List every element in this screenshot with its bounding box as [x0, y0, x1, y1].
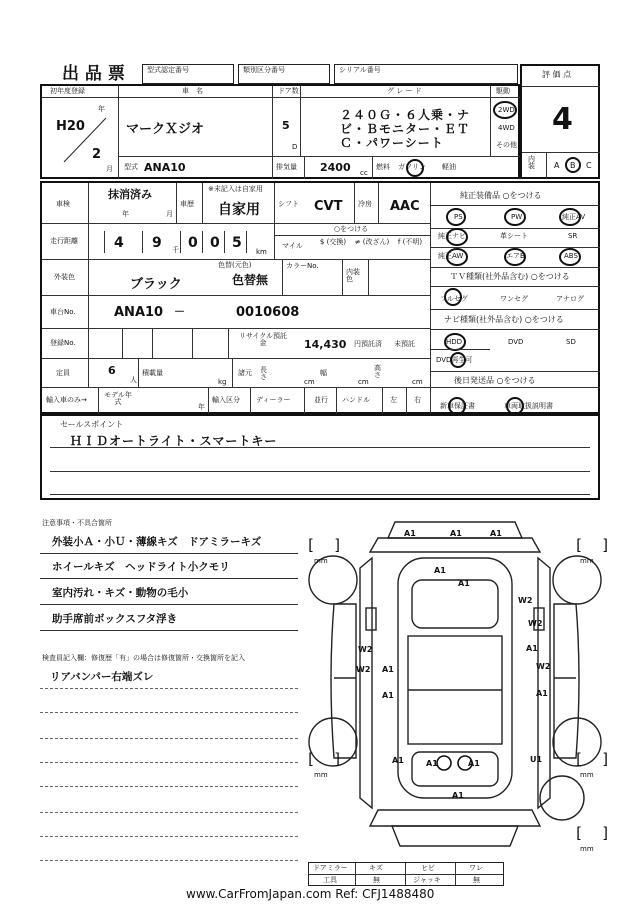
note-item-2: ホイールキズ ヘッドライト小クモリ [52, 561, 230, 573]
inspector-label: 検査員記入欄：修復歴「有」の場合は修復箇所・交換箇所を記入 [42, 654, 245, 662]
mileage-circle-note: ○をつける [334, 225, 369, 233]
mileage-digit-4: 0 [210, 235, 220, 251]
legend-tools: 工具 [323, 876, 337, 884]
equip-pw: PW [511, 213, 523, 221]
equip-aw-circle [446, 248, 468, 266]
tv-oneseg: ワンセグ [500, 295, 528, 303]
mm-unit: mm [580, 771, 594, 779]
shift-label: シフト [278, 200, 299, 208]
note-item-4: 助手席前ボックスフタ浮き [52, 613, 178, 625]
capacity-value: 6 [108, 364, 116, 377]
tv-title: ＴＶ種類(社外品含む) ○をつける [450, 272, 570, 281]
reg-year: H20 [56, 119, 85, 134]
header-field-serial [334, 64, 518, 84]
chassis-separator: － [174, 305, 185, 318]
import-label: 輸入車のみ→ [46, 396, 87, 404]
interior-color-label: 内装色 [346, 268, 360, 283]
legend-table [308, 862, 504, 886]
bracket-rr: [ ] [574, 750, 611, 768]
handle-left: 左 [390, 396, 397, 404]
damage-mark: W2 [528, 619, 543, 628]
history-label: 車歴 [180, 200, 194, 208]
dims-label: 諸元 [238, 369, 252, 377]
inspector-text: リアバンパー右端ズレ [50, 671, 154, 683]
damage-mark: W2 [358, 645, 373, 654]
sales-point-label: セールスポイント [60, 420, 124, 429]
damage-mark: A1 [490, 529, 502, 538]
dims-cm: cm [304, 378, 315, 386]
navi-dvd-play: DVD再生可 [436, 356, 473, 364]
mileage-digit-2: 9 [152, 235, 162, 251]
score-box [520, 64, 600, 179]
chassis-label: 車台No. [50, 308, 76, 316]
color-change-value: 色替無 [232, 273, 269, 287]
damage-mark: A1 [426, 759, 438, 768]
drive-label: 駆動 [496, 87, 510, 95]
recycle-paid: 円預託済 [354, 340, 382, 348]
door-count: 5 [282, 119, 290, 132]
mileage-mile: マイル [282, 242, 303, 250]
recycle-unpaid: 未預託 [394, 340, 415, 348]
note-item-3: 室内汚れ・キズ・動物の毛小 [52, 587, 189, 599]
door-d: D [292, 143, 298, 151]
equip-airbag: エアB [506, 252, 525, 260]
basic-info-table [40, 84, 520, 179]
mileage-thousand: 千 [172, 246, 179, 254]
footer-watermark: www.CarFromJapan.com Ref: CFJ1488480 [186, 887, 435, 901]
damage-mark: W2 [518, 596, 533, 605]
damage-mark: A1 [382, 691, 394, 700]
drive-other: その他 [496, 141, 517, 149]
chassis-number: 0010608 [236, 305, 300, 320]
field-label: 型式認定番号 [147, 66, 189, 74]
reg-no-label: 登録No. [50, 339, 76, 347]
ac-label: 冷房 [358, 200, 372, 208]
mileage-digit-3: 0 [188, 235, 198, 251]
header-field-class [238, 64, 330, 84]
legend-jack-value: 無 [473, 876, 480, 884]
damage-mark: A1 [452, 791, 464, 800]
car-damage-diagram [300, 508, 610, 888]
equip-ps: PS [454, 213, 463, 221]
interior-grade-a: A [554, 161, 560, 170]
interior-grade-c: C [586, 161, 592, 170]
tv-analog: アナログ [556, 295, 584, 303]
mm-unit: mm [580, 845, 594, 853]
rear-title: 後日発送品 ○をつける [454, 376, 536, 385]
equip-aw: 純正AW [438, 252, 464, 260]
equip-leather: 革シート [500, 232, 528, 240]
score-value: 4 [552, 102, 573, 137]
legend-tools-value: 無 [373, 876, 380, 884]
bracket-fr: [ ] [574, 536, 611, 554]
field-label: 類別区分番号 [243, 66, 285, 74]
reg-label: 初年度登録 [50, 87, 85, 95]
load-label: 積載量 [142, 369, 163, 377]
fuel-circle [406, 159, 424, 177]
dims-width: 幅 [320, 369, 327, 377]
bracket-rl: [ ] [306, 750, 343, 768]
capacity-label: 定員 [56, 369, 70, 377]
mm-unit: mm [314, 557, 328, 565]
navi-hdd: HDD [446, 338, 463, 346]
equip-abs: ABS [564, 252, 578, 260]
bracket-fl: [ ] [306, 536, 343, 554]
field-label: シリアル番号 [339, 66, 381, 74]
car-name: マークＸジオ [126, 122, 205, 137]
fuel-gasoline: ガソリン [398, 163, 426, 171]
equip-av-circle [559, 208, 581, 226]
model-label: 型式 [124, 163, 138, 171]
month-unit: 月 [106, 165, 113, 173]
notes-label: 注意事項・不具合箇所 [42, 519, 112, 527]
import-category-label: 輸入区分 [212, 396, 240, 404]
mm-unit: mm [314, 771, 328, 779]
sales-point-text: ＨＩＤオートライト・スマートキー [70, 434, 278, 448]
mileage-digit-5: 5 [232, 235, 242, 251]
dims-length: 長さ [260, 366, 267, 381]
model-value: ANA10 [144, 161, 186, 174]
history-value: 自家用 [218, 202, 260, 218]
equip-navi: 純正ナビ [438, 232, 466, 240]
fuel-label: 燃料 [376, 163, 390, 171]
doors-label: ドア数 [278, 87, 299, 95]
legend-scratch: キズ [369, 864, 383, 872]
mm-unit: mm [580, 557, 594, 565]
tv-fullseg: フルセグ [440, 295, 468, 303]
damage-mark: W2 [536, 662, 551, 671]
color-change-label: 色替(元色) [218, 261, 252, 269]
grade-label: グ レ ー ド [387, 87, 422, 95]
capacity-unit: 人 [130, 376, 137, 384]
displacement-label: 排気量 [276, 163, 297, 171]
mileage-digit-1: 4 [114, 235, 124, 251]
chassis-model: ANA10 [114, 305, 164, 320]
damage-mark: A1 [382, 665, 394, 674]
damage-mark: A1 [468, 759, 480, 768]
rear-manual-circle [506, 397, 524, 415]
model-year-unit: 年 [198, 403, 205, 411]
rear-manual: 車両取扱説明書 [504, 402, 553, 410]
equip-pw-circle [504, 208, 526, 226]
color-no-label: カラーNo. [286, 262, 319, 270]
mileage-label: 走行距離 [50, 237, 78, 245]
rear-warranty-circle [448, 397, 466, 415]
model-year-label: モデル年式 [104, 391, 132, 406]
fuel-diesel: 軽油 [442, 163, 456, 171]
ac-value: AAC [390, 199, 420, 214]
dims-cm: cm [412, 378, 423, 386]
legend-jack: ジャッキ [413, 876, 441, 884]
equip-title: 純正装備品 ○をつける [460, 191, 542, 200]
damage-mark: A1 [536, 689, 548, 698]
navi-dvd: DVD [508, 338, 524, 346]
reg-month: 2 [92, 147, 102, 162]
legend-crack: ヒビ [421, 864, 435, 872]
handle-label: ハンドル [342, 396, 370, 404]
mileage-km: km [256, 248, 267, 256]
equip-av: 純正AV [562, 213, 586, 221]
load-unit: kg [218, 378, 227, 386]
interior-grade-b: B [570, 161, 576, 170]
cc-unit: cc [360, 169, 368, 177]
color-label: 外装色 [54, 273, 75, 281]
color-value: ブラック [130, 277, 182, 292]
month-unit: 月 [166, 210, 173, 218]
damage-mark: W2 [356, 665, 371, 674]
legend-break: ワレ [469, 864, 483, 872]
drive-4wd: 4WD [498, 124, 515, 132]
import-parallel: 並行 [314, 396, 328, 404]
equip-airbag-circle [504, 248, 526, 266]
navi-sd: SD [566, 338, 576, 346]
import-dealer: ディーラー [256, 396, 291, 404]
recycle-label: リサイクル預託金 [238, 332, 288, 347]
history-note: ※未記入は自家用 [208, 185, 263, 193]
vehicle-label: 車検 [56, 200, 70, 208]
name-label: 車 名 [182, 87, 203, 95]
interior-circle [565, 157, 581, 173]
damage-mark: A1 [434, 566, 446, 575]
grade-line-1: ２４０Ｇ・６人乗・ナ [340, 108, 471, 122]
damage-mark: A1 [404, 529, 416, 538]
dims-height: 高さ [374, 364, 381, 379]
header-field-cert [142, 64, 234, 84]
detail-table [40, 181, 600, 414]
drive-circle [493, 101, 517, 119]
equip-ps-circle [446, 208, 466, 226]
mileage-tampered: ≠ (改ざん) [354, 238, 390, 246]
date-slash [60, 114, 110, 166]
damage-mark: A1 [392, 756, 404, 765]
damage-mark: U1 [530, 755, 543, 764]
year-unit: 年 [98, 105, 105, 113]
document-title: 出 品 票 [62, 64, 125, 84]
grade-line-2: ビ・Ｂモニター・ＥＴ [340, 122, 471, 136]
shift-value: CVT [314, 199, 343, 214]
equip-sr: SR [568, 232, 578, 240]
rear-warranty: 新車保証書 [440, 402, 475, 410]
bracket-spare: [ ] [574, 824, 611, 842]
recycle-value: 14,430 [304, 338, 347, 351]
navi-dvd-circle [450, 352, 466, 368]
displacement-value: 2400 [320, 161, 351, 174]
sales-point-box [40, 414, 600, 500]
damage-mark: A1 [458, 579, 470, 588]
vehicle-status: 抹消済み [108, 188, 152, 201]
score-label: 評 価 点 [542, 70, 572, 79]
note-item-1: 外装小Ａ・小Ｕ・薄線キズ ドアミラーキズ [52, 536, 262, 548]
mileage-unknown: f (不明) [397, 238, 423, 246]
damage-mark: A1 [526, 644, 538, 653]
mileage-exchange: $ (交換) [319, 238, 347, 246]
handle-right: 右 [414, 396, 421, 404]
year-unit: 年 [122, 210, 129, 218]
interior-label: 内装 [528, 155, 535, 170]
equip-navi-circle [446, 228, 468, 246]
dims-cm: cm [358, 378, 369, 386]
drive-2wd: 2WD [498, 106, 515, 114]
tv-fullseg-circle [444, 288, 462, 306]
legend-mirror: ドアミラー [313, 864, 348, 872]
damage-mark: A1 [450, 529, 462, 538]
equip-abs-circle [559, 248, 581, 266]
grade-line-3: Ｃ・パワーシート [340, 136, 444, 150]
navi-title: ナビ種類(社外品含む) ○をつける [444, 315, 564, 324]
